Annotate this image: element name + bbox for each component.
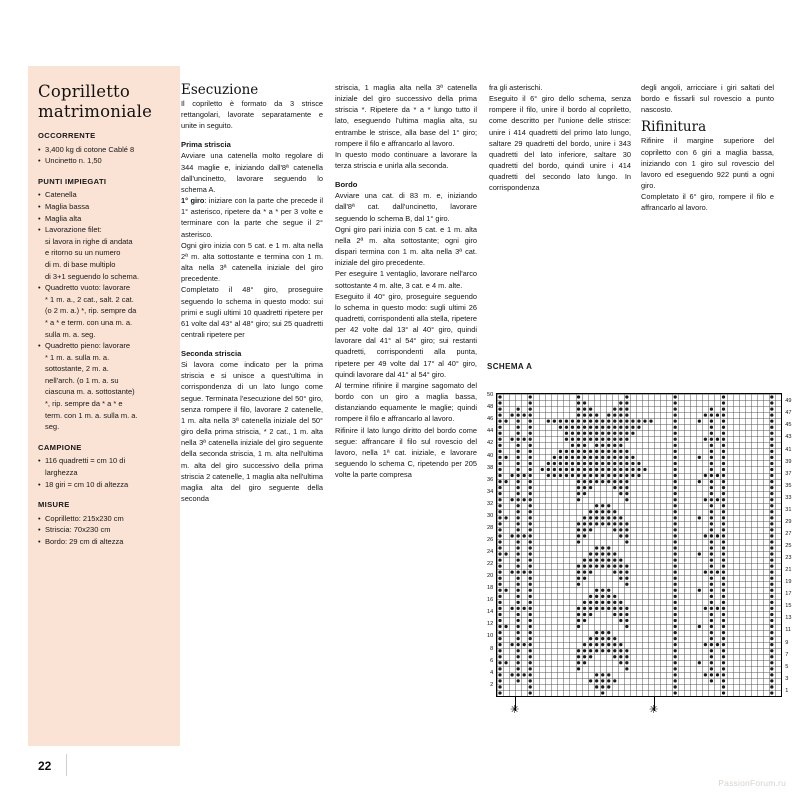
axis-tick-right: 23 [785, 555, 792, 562]
axis-tick-right: 17 [785, 591, 792, 598]
schema-a-asterisk-markers [487, 697, 777, 729]
axis-tick-left: 20 [487, 573, 494, 580]
para-c3-8: Rifinire il lato lungo diritto del bordo come segue: affrancare il filo sul rovescio del lavoro, nella 1ª cat. iniziale, e lavorare seguendo lo schema C, ripetendo per 205 volte la parte compresa [335, 425, 477, 480]
list-item-label: Maglia alta [45, 213, 82, 223]
axis-tick-left: 28 [487, 524, 494, 531]
list-item-label: 18 giri = cm 10 di altezza [45, 479, 129, 489]
schema-a-title: SCHEMA A [487, 362, 533, 371]
axis-tick-right: 49 [785, 398, 792, 405]
axis-tick-left: 30 [487, 512, 494, 519]
axis-tick-right: 21 [785, 567, 792, 574]
column-rifinitura [641, 82, 774, 214]
para-c3-4: Ogni giro pari inizia con 5 cat. e 1 m. alta nella 2ª m. alta sottostante; ogni giro dispari termina con 1 m. alta nella 3ª cat. iniziale del giro precedente. [335, 224, 477, 268]
column-bordo [335, 82, 477, 480]
axis-tick-right: 43 [785, 434, 792, 441]
axis-tick-left: 48 [487, 404, 494, 411]
axis-tick-right: 1 [785, 687, 789, 694]
sidebar-section-heading: CAMPIONE [38, 442, 82, 452]
axis-tick-left: 16 [487, 597, 494, 604]
heading-esecuzione: Esecuzione [181, 82, 259, 98]
para-c3-2: In questo modo continuare a lavorare la terza striscia e unirla alla seconda. [335, 149, 477, 171]
axis-tick-right: 37 [785, 470, 792, 477]
schema-a-axis-left [487, 393, 496, 695]
list-item-label: Striscia: 70x230 cm [45, 525, 111, 535]
para-intro: Il copriletto è formato da 3 strisce rettangolari, lavorate separatamente e unite in seguito. [181, 99, 323, 131]
axis-tick-left: 24 [487, 549, 494, 556]
axis-tick-left: 44 [487, 428, 494, 435]
para-c5-1: degli angoli, arricciare i giri saltati del bordo e fissarli sul rovescio a punto nascosto. [641, 83, 774, 115]
axis-tick-left: 12 [487, 621, 494, 628]
axis-tick-right: 29 [785, 518, 792, 525]
axis-tick-right: 3 [785, 675, 789, 682]
list-item-label: Maglia bassa [45, 201, 90, 211]
axis-tick-left: 22 [487, 561, 494, 568]
column-unione [489, 82, 631, 194]
axis-tick-right: 19 [785, 579, 792, 586]
schema-a-grid-row [487, 392, 792, 697]
axis-tick-right: 45 [785, 422, 792, 429]
schema-a-axis-right [782, 393, 791, 695]
list-item-label: Bordo: 29 cm di altezza [45, 537, 124, 546]
para-prima-4: Completato il 48° giro, proseguire seguendo lo schema in questo modo: sui primi e sugli ultimi 10 quadretti ripetere per 61 volte dal 43° al 48° giro; sui 25 quadretti centrali ripetere per [181, 285, 323, 339]
axis-tick-left: 46 [487, 416, 494, 423]
axis-tick-right: 13 [785, 615, 792, 622]
sidebar-section [38, 442, 173, 490]
list-item [38, 282, 173, 340]
axis-tick-right: 9 [785, 639, 789, 646]
list-item [38, 524, 173, 536]
sidebar-section [38, 499, 173, 547]
bullet-icon: • [38, 456, 41, 466]
axis-tick-left: 42 [487, 440, 494, 447]
para-c3-5: Per eseguire 1 ventaglio, lavorare nell'arco sottostante 4 m. alte, 3 cat. e 4 m. alte. [335, 269, 477, 290]
subheading-bordo: Bordo [335, 180, 358, 190]
list-item [38, 479, 173, 491]
bullet-icon: • [38, 190, 41, 200]
axis-tick-right: 27 [785, 530, 792, 537]
list-item-label: 116 quadretti = cm 10 di larghezza [45, 456, 126, 478]
bullet-icon: • [38, 225, 41, 235]
sidebar-list [38, 513, 173, 548]
list-item [38, 224, 173, 282]
para-c3-3: Avviare una cat. di 83 m. e, iniziando dall'8ª cat. dall'uncinetto, lavorare seguendo lo schema B, dal 1° giro. [335, 191, 477, 223]
list-item [38, 189, 173, 201]
axis-tick-right: 15 [785, 603, 792, 610]
column-execution [181, 82, 323, 504]
axis-tick-right: 25 [785, 543, 792, 549]
para-prima-1: Avviare una catenella molto regolare di 344 maglie e, iniziando dall'8ª catenella dall'uncinetto, lavorare seguendo lo schema A. [181, 151, 323, 194]
axis-tick-left: 38 [487, 464, 494, 471]
page-title-line1: Coprilletto [38, 82, 130, 101]
sidebar-list [38, 144, 173, 167]
axis-tick-right: 5 [785, 663, 789, 670]
subheading-prima-striscia: Prima striscia [181, 140, 231, 150]
page-title [38, 82, 173, 121]
list-item [38, 536, 173, 548]
bullet-icon: • [38, 156, 41, 166]
axis-tick-right: 35 [785, 482, 792, 489]
list-item-label: Uncinetto n. 1,50 [45, 156, 102, 166]
list-item-label: Coprilletto: 215x230 cm [45, 513, 124, 523]
axis-tick-left: 2 [490, 681, 494, 688]
axis-tick-right: 7 [785, 651, 789, 658]
bullet-icon: • [38, 341, 41, 351]
axis-tick-left: 14 [487, 609, 494, 616]
schema-a-chart [496, 393, 782, 697]
list-item [38, 513, 173, 525]
bullet-icon: • [38, 144, 41, 154]
list-item [38, 455, 173, 478]
sidebar-section [38, 130, 173, 167]
axis-tick-left [487, 689, 493, 695]
sidebar-list [38, 455, 173, 490]
para-c4-1: fra gli asterischi. [489, 83, 543, 92]
sidebar [38, 82, 173, 557]
para-prima-2-rest: : iniziare con la parte che precede il 1° asterisco, ripetere da * a * per 3 volte e terminare con la parte che segue il 2° asterisco. [181, 196, 324, 239]
sidebar-list [38, 189, 173, 432]
bullet-icon: • [38, 537, 41, 546]
axis-tick-left: 50 [487, 392, 494, 399]
sidebar-section-heading: OCCORRENTE [38, 131, 96, 140]
para-seconda-1: Si lavora come indicato per la prima striscia e si unisce a quest'ultima in corrispondenza di un lato lungo come segue. Terminata l'esecuzione del 50° giro, senza rompere il filo, lavorare 2 catenelle, 1 m. alta nella 3ª catenella iniziale del 50° giro della prima striscia, * 2 cat., 1 m. alta nella 3ª catenella iniziale del giro seguente della seconda striscia, 1 m. alta nell'ultima m. alta del giro successivo della prima striscia 2 catenelle, 1 maglia alta nell'ultima maglia alta del giro seguente della seconda [181, 360, 323, 503]
axis-tick-right: 11 [785, 627, 792, 634]
axis-tick-left: 4 [490, 669, 494, 676]
bullet-icon: • [38, 283, 41, 293]
page-title-line2: matrimoniale [38, 101, 153, 121]
page-number: 22 [38, 759, 52, 773]
axis-tick-right: 33 [785, 494, 792, 501]
bullet-icon: • [38, 479, 41, 489]
list-item-label: Lavorazione filet: si lavora in righe di andata e ritorno su un numero di m. di base multiplo di 3+1 seguendo lo schema. [45, 225, 140, 281]
para-c3-6: Eseguito il 40° giro, proseguire seguendo lo schema in questo modo: sugli ultimi 26 quadretti, corrispondenti alla stella, ripetere per 42 volte dal 13° al 40° giro, quindi lavorare dal 41° al 54° giro; sui restanti quadretti, corrispondenti alla punta, ripetere per 49 volte dal 17° al 40° giro, quindi lavorare dal 41° al 54° giro. [335, 291, 477, 379]
para-c4-2: Eseguito il 6° giro dello schema, senza rompere il filo, unire il bordo al copriletto, come descritto per l'unione delle strisce: unire i 414 quadretti del primo lato lungo, saltare 29 quadretti del bordo, unire i 343 quadretti del lato inferiore, saltare 30 quadretti del bordo, quindi unire i 414 quadretti del secondo lato lungo. In corrispondenza [489, 94, 631, 193]
sidebar-section [38, 176, 173, 433]
asterisk-marker [654, 697, 655, 711]
axis-tick-right: 47 [785, 410, 792, 417]
para-c5-3: Completato il 6° giro, rompere il filo e affrancarlo al lavoro. [641, 192, 774, 213]
list-item [38, 213, 173, 225]
axis-tick-left: 32 [487, 500, 494, 507]
sidebar-section-heading: PUNTI IMPIEGATI [38, 176, 107, 186]
bullet-icon: • [38, 525, 41, 535]
list-item [38, 144, 173, 156]
axis-tick-left: 8 [490, 645, 494, 652]
axis-tick-left: 40 [487, 452, 494, 459]
bullet-icon: • [38, 213, 41, 223]
bullet-icon: • [38, 201, 41, 211]
axis-tick-right: 39 [785, 458, 792, 465]
list-item-label: 3,400 kg di cotone Cablé 8 [45, 144, 135, 154]
axis-tick-right: 41 [785, 446, 792, 453]
list-item-label: Catenella [45, 190, 77, 200]
para-c3-1: striscia, 1 maglia alta nella 3ª catenella iniziale del giro successivo della prima striscia *. Ripetere da * a * lungo tutto il lato, eseguendo l'ultima maglia alta, su entrambe le strisce, alla base del 1° giro; rompere il filo e affrancarlo al lavoro. [335, 83, 477, 148]
list-item [38, 155, 173, 167]
list-item [38, 201, 173, 213]
sidebar-sections [38, 130, 173, 548]
list-item [38, 340, 173, 433]
para-prima-2 [181, 195, 323, 240]
sidebar-section-heading: MISURE [38, 500, 70, 510]
list-item-label: Quadretto vuoto: lavorare * 1 m. a., 2 cat., salt. 2 cat. (o 2 m. a.) *, rip. sempre da * a * e term. con una m. a. sulla m. a. seg. [45, 283, 137, 339]
axis-tick-left: 36 [487, 476, 494, 483]
asterisk-marker [515, 697, 516, 711]
para-prima-3: Ogni giro inizia con 5 cat. e 1 m. alta nella 2ª m. alta sottostante e termina con 1 m. alta nella 3ª catenella iniziale del giro precedente. [181, 240, 323, 284]
list-item-label: Quadretto pieno: lavorare * 1 m. a. sulla m. a. sottostante, 2 m. a. nell'arch. (o 1 m. a. su ciascuna m. a. sottostante) *, rip. sempre da * a * e term. con 1 m. a. sulla m. a. seg. [45, 341, 138, 432]
watermark: PassionForum.ru [718, 778, 786, 788]
para-c3-7: Al termine rifinire il margine sagomato del bordo con un giro a maglia bassa, distanziando equamente le maglie; quindi rompere il filo e affrancarlo al lavoro. [335, 380, 477, 424]
giro-label: 1° giro [181, 196, 205, 206]
bullet-icon: • [38, 513, 41, 523]
axis-tick-left: 18 [487, 585, 494, 592]
axis-tick-left: 10 [487, 633, 494, 640]
axis-tick-left: 34 [487, 488, 494, 495]
axis-tick-right: 31 [785, 506, 792, 513]
axis-tick-left: 26 [487, 536, 494, 543]
para-c5-2: Rifinire il margine superiore del copriletto con 6 giri a maglia bassa, iniziando con 1 giro sul rovescio del lavoro ed eseguendo 922 punti a ogni giro. [641, 136, 774, 191]
schema-a-block [487, 362, 792, 729]
folio-divider [66, 754, 67, 776]
axis-tick-left: 6 [490, 657, 494, 664]
heading-rifinitura: Rifinitura [641, 119, 707, 136]
subheading-seconda-striscia: Seconda striscia [181, 349, 242, 359]
